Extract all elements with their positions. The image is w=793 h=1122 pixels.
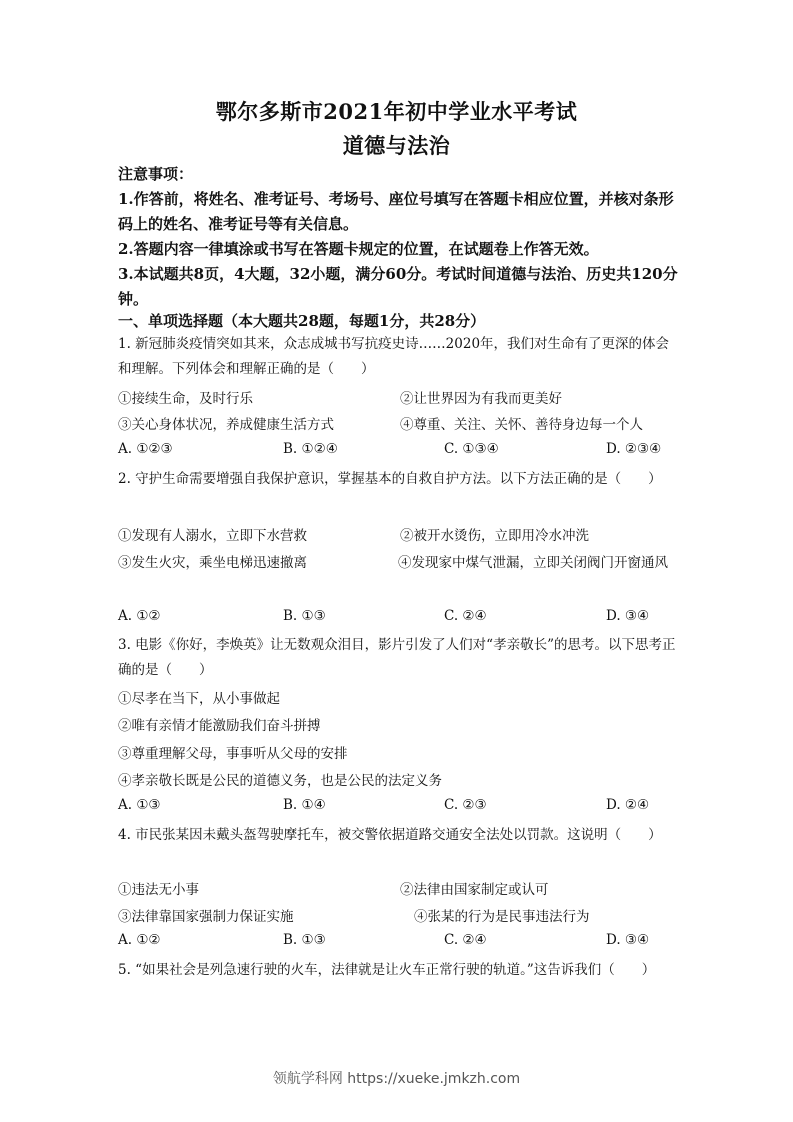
- option-b: B. ①②④: [283, 441, 338, 457]
- statement: ④孝亲敬长既是公民的道德义务，也是公民的法定义务: [118, 773, 442, 789]
- statement-row: [118, 769, 678, 793]
- option-b: B. ①③: [283, 932, 326, 948]
- option-c: C. ②④: [444, 932, 487, 948]
- option-d: D. ②③④: [606, 441, 662, 457]
- notes-block: [118, 162, 678, 312]
- exam-title: 鄂尔多斯市2021年初中学业水平考试: [215, 99, 578, 124]
- question-stem: 3. 电影《你好，李焕英》让无数观众泪目，影片引发了人们对“孝亲敬长”的思考。以下思考正确的是（ ）: [118, 637, 676, 678]
- note-item: 2.答题内容一律填涂或书写在答题卡规定的位置，在试题卷上作答无效。: [118, 240, 599, 258]
- statement: ③尊重理解父母，事事听从父母的安排: [118, 746, 348, 762]
- question-stem: 4. 市民张某因未戴头盔驾驶摩托车，被交警依据道路交通安全法处以罚款。这说明（ ）: [118, 827, 662, 843]
- option-d: D. ③④: [606, 608, 650, 624]
- statement: ①接续生命，及时行乐: [118, 391, 253, 407]
- statement: ④张某的行为是民事违法行为: [414, 909, 590, 925]
- statement-row: [118, 551, 678, 575]
- statement: ③关心身体状况，养成健康生活方式: [118, 417, 334, 433]
- options-row: [118, 932, 678, 956]
- question-stem: 1. 新冠肺炎疫情突如其来，众志成城书写抗疫史诗……2020年，我们对生命有了更深的体会和理解。下列体会和理解正确的是（ ）: [118, 336, 670, 377]
- options-row: [118, 608, 678, 632]
- option-a: A. ①③: [118, 797, 161, 813]
- options-row: [118, 797, 678, 821]
- note-item: 3.本试题共8页，4大题，32小题，满分60分。考试时间道德与法治、历史共120分钟。: [118, 265, 678, 308]
- statement-row: [118, 878, 678, 902]
- option-a: A. ①②③: [118, 441, 173, 457]
- statement: ②唯有亲情才能激励我们奋斗拼搏: [118, 718, 321, 734]
- option-c: C. ②③: [444, 797, 487, 813]
- statement: ③发生火灾，乘坐电梯迅速撤离: [118, 555, 307, 571]
- option-d: D. ③④: [606, 932, 650, 948]
- question-stem: 2. 守护生命需要增强自我保护意识，掌握基本的自救自护方法。以下方法正确的是（ ）: [118, 471, 662, 487]
- statement: ①尽孝在当下，从小事做起: [118, 691, 280, 707]
- note-item: 1.作答前，将姓名、准考证号、考场号、座位号填写在答题卡相应位置，并核对条形码上的姓名、准考证号等有关信息。: [118, 190, 674, 233]
- option-b: B. ①④: [283, 797, 326, 813]
- statement-row: [118, 413, 678, 437]
- statement-row: [118, 524, 678, 548]
- options-row: [118, 441, 678, 465]
- option-a: A. ①②: [118, 932, 161, 948]
- statement: ①发现有人溺水，立即下水营救: [118, 528, 307, 544]
- option-b: B. ①③: [283, 608, 326, 624]
- statement: ④发现家中煤气泄漏，立即关闭阀门开窗通风: [398, 555, 668, 571]
- statement-row: [118, 905, 678, 929]
- question-stem: 5. “如果社会是列急速行驶的火车，法律就是让火车正常行驶的轨道。”这告诉我们（ ）: [118, 962, 656, 978]
- section-title: 一、单项选择题（本大题共28题，每题1分，共28分）: [118, 312, 486, 330]
- statement-row: [118, 714, 678, 738]
- statement: ②法律由国家制定或认可: [400, 882, 549, 898]
- statement: ④尊重、关注、关怀、善待身边每一个人: [400, 417, 643, 433]
- option-c: C. ①③④: [444, 441, 499, 457]
- statement-row: [118, 687, 678, 711]
- option-a: A. ①②: [118, 608, 161, 624]
- statement-row: [118, 742, 678, 766]
- statement-row: [118, 387, 678, 411]
- statement: ①违法无小事: [118, 882, 199, 898]
- notes-heading: 注意事项：: [118, 165, 194, 183]
- statement: ②让世界因为有我而更美好: [400, 391, 562, 407]
- option-c: C. ②④: [444, 608, 487, 624]
- statement: ③法律靠国家强制力保证实施: [118, 909, 294, 925]
- option-d: D. ②④: [606, 797, 650, 813]
- exam-subject: 道德与法治: [342, 133, 451, 158]
- statement: ②被开水烫伤，立即用冷水冲洗: [400, 528, 589, 544]
- footer-watermark: 领航学科网 https://xueke.jmkzh.com: [272, 1071, 521, 1087]
